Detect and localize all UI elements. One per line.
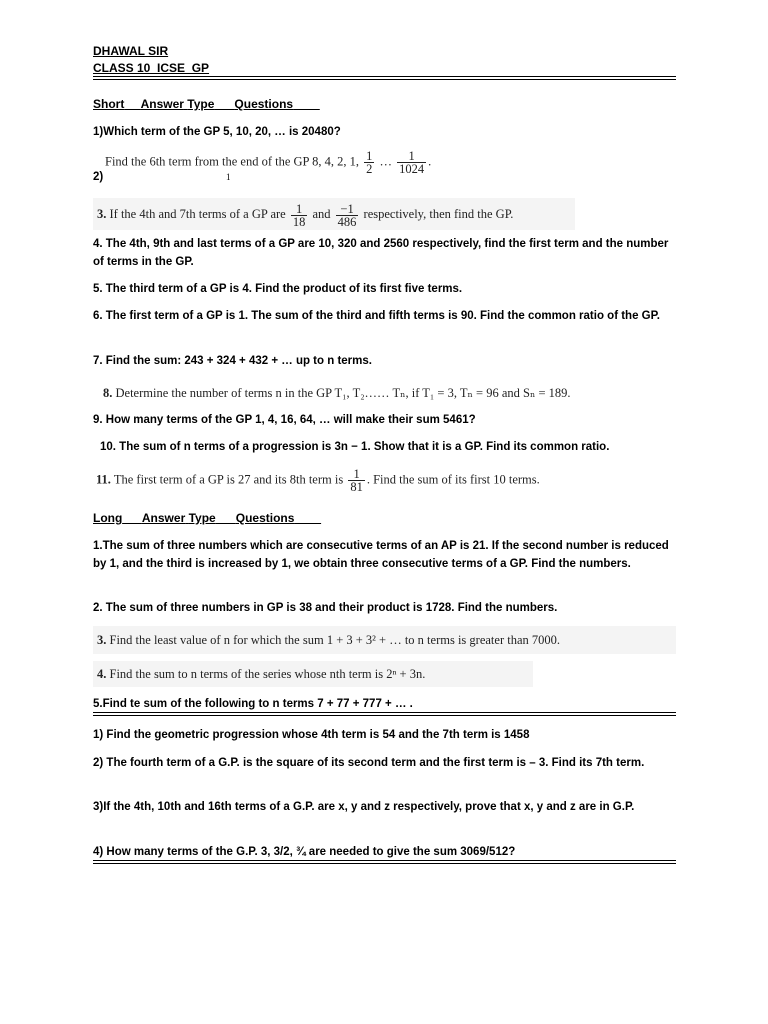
short-answer-heading: Short Answer Type Questions — [93, 97, 294, 111]
short-question-3-image: 3. If the 4th and 7th terms of a GP are $\frac{1}{18}$ and $\frac{-1}{486}$ respectively, then find the GP. — [93, 198, 575, 230]
extra-question-4: 4) How many terms of the G.P. 3, 3/2, ¾ are needed to give the sum 3069/512? — [93, 846, 516, 858]
long-answer-heading: Long Answer Type Questions — [93, 511, 295, 525]
short-question-1: 1)Which term of the GP 5, 10, 20, … is 20480? — [93, 126, 341, 138]
teacher-name: DHAWAL SIR — [93, 44, 169, 58]
short-question-11-image: 11. The first term of a GP is 27 and its 8th term is $\frac{1}{81}$ . Find the sum of its first 10 terms. — [96, 467, 540, 494]
q11-fraction-1-81: $\frac{1}{81}$ — [350, 467, 363, 494]
extra-question-3: 3)If the 4th, 10th and 16th terms of a G.P. are x, y and z respectively, prove that x, y and z are in G.P. — [93, 801, 635, 813]
short-question-10: 10. The sum of n terms of a progression is 3n − 1. Show that it is a GP. Find its common ratio. — [100, 441, 610, 453]
extra-question-1: 1) Find the geometric progression whose 4th term is 54 and the 7th term is 1458 — [93, 729, 530, 741]
long-question-3-image: 3. Find the least value of n for which the sum 1 + 3 + 3² + … to n terms is greater than 7000. — [93, 626, 676, 654]
short-question-6: 6. The first term of a GP is 1. The sum of the third and fifth terms is 90. Find the common ratio of the GP. — [93, 310, 660, 322]
long-question-5: 5.Find te sum of the following to n terms 7 + 77 + 777 + … . — [93, 698, 413, 710]
short-question-5: 5. The third term of a GP is 4. Find the product of its first five terms. — [93, 283, 463, 295]
q2-text: Find the 6th term from the end of the GP 8, 4, 2, 1, — [105, 154, 360, 169]
q3-fraction-1-18: $\frac{1}{18}$ — [292, 201, 306, 229]
section-divider — [93, 712, 676, 716]
class-line: CLASS 10 ICSE GP — [93, 61, 210, 75]
short-question-2-image: Find the 6th term from the end of the GP 8, 4, 2, 1, $\frac{1}{2}$ … $\frac{1}{1024}$ . — [105, 149, 432, 176]
footer-divider — [93, 860, 676, 864]
short-question-9: 9. How many terms of the GP 1, 4, 16, 64, … will make their sum 5461? — [93, 414, 476, 426]
short-question-7: 7. Find the sum: 243 + 324 + 432 + … up to n terms. — [93, 355, 372, 367]
q2-fraction-half: $\frac{1}{2}$ — [366, 149, 373, 176]
extra-question-2: 2) The fourth term of a G.P. is the square of its second term and the first term is – 3. Find its 7th term. — [93, 757, 645, 769]
long-question-2: 2. The sum of three numbers in GP is 38 and their product is 1728. Find the numbers. — [93, 602, 558, 614]
short-question-2-label: 2) — [93, 171, 104, 183]
long-question-1: 1.The sum of three numbers which are consecutive terms of an AP is 21. If the second number is reduced by 1, and the third is increased by 1, we obtain three consecutive terms of a GP. Find the numbers. — [93, 540, 669, 570]
q3-fraction-neg1-486: $\frac{-1}{486}$ — [337, 201, 357, 229]
q2-fraction-1-1024: $\frac{1}{1024}$ — [399, 149, 425, 176]
q2-stray-mark: 1 — [226, 172, 231, 182]
short-question-8-image: 8. Determine the number of terms n in the GP T₁, T₂…… Tₙ, if T₁ = 3, Tₙ = 96 and Sₙ = 189. — [103, 386, 571, 400]
header-divider — [93, 76, 676, 80]
short-question-4: 4. The 4th, 9th and last terms of a GP are 10, 320 and 2560 respectively, find the first term and the number of terms in the GP. — [93, 238, 669, 268]
long-question-4-image: 4. Find the sum to n terms of the series whose nth term is 2ⁿ + 3n. — [93, 661, 533, 687]
